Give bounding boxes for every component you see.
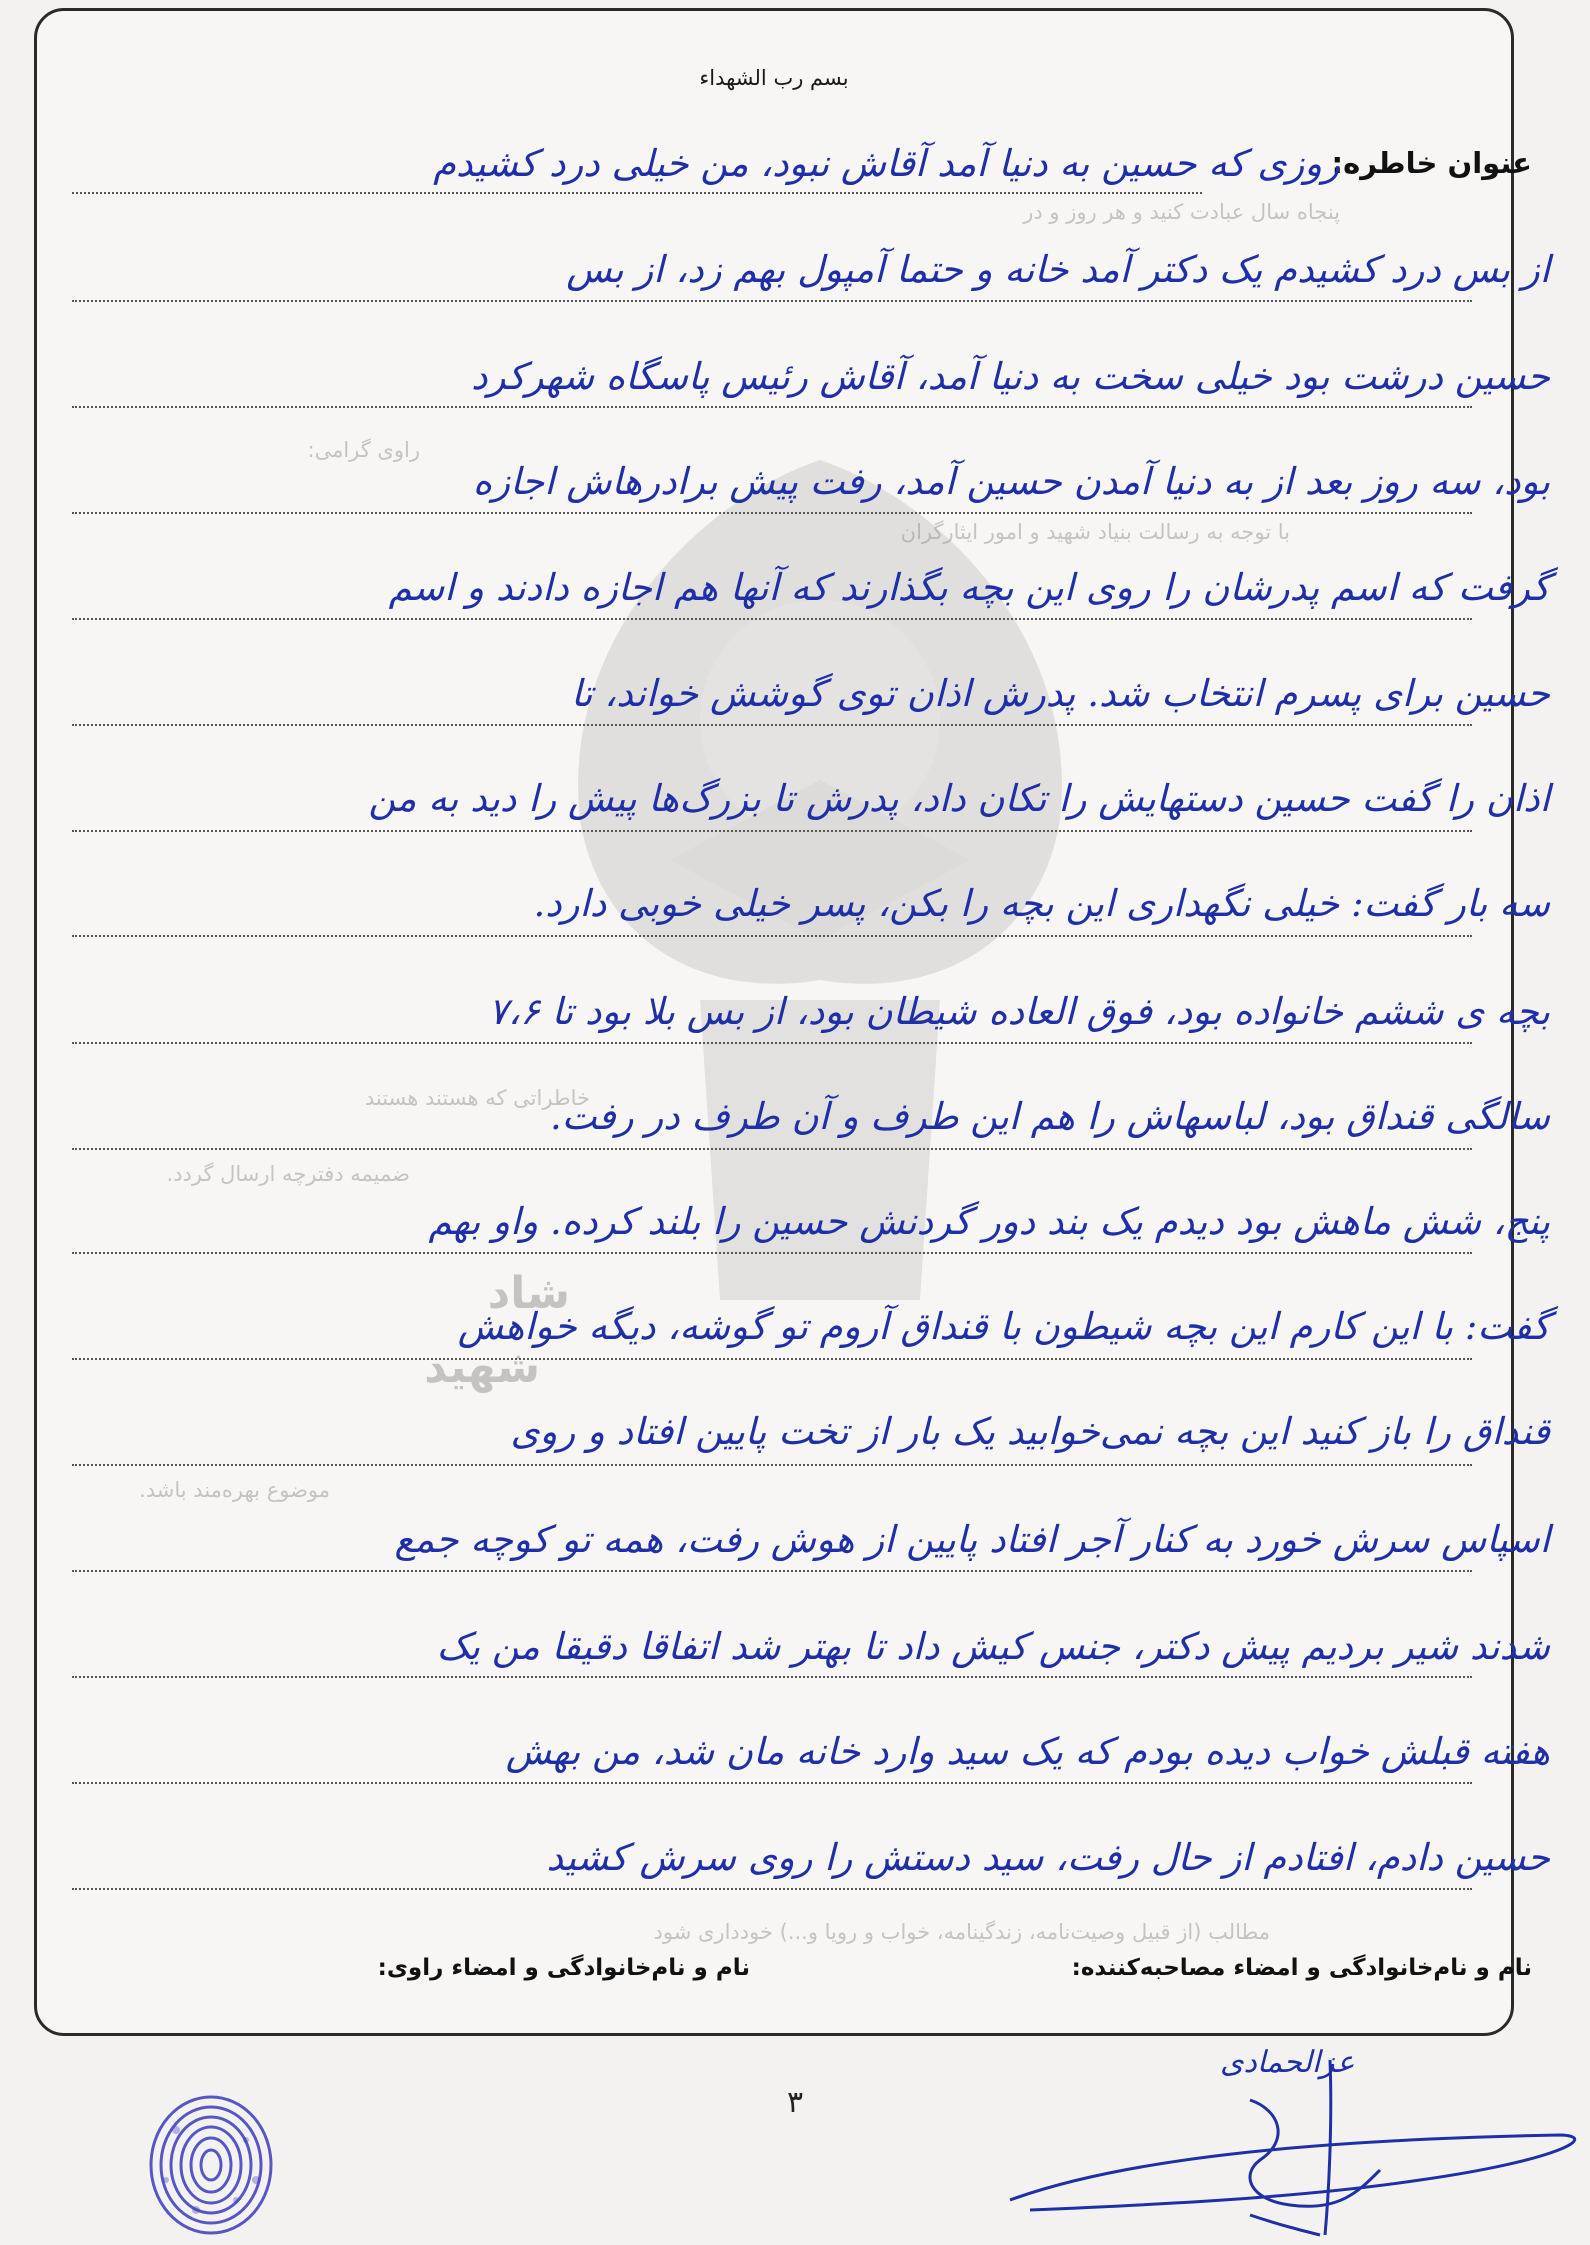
dotted-rule — [72, 1252, 1472, 1254]
handwritten-line: بچه ی ششم خانواده بود، فوق العاده شیطان بود، از بس بلا بود تا ۷،۶ — [488, 990, 1550, 1033]
faint-print-line: شاد — [487, 1268, 570, 1319]
fingerprint-icon — [136, 2090, 286, 2240]
faint-print-line: پنجاه سال عبادت کنید و هر روز و در — [1023, 200, 1340, 224]
dotted-rule — [72, 1888, 1472, 1890]
handwritten-line: روزی که حسین به دنیا آمد آقاش نبود، من خیلی درد کشیدم — [433, 142, 1340, 185]
dotted-rule — [72, 406, 1472, 408]
faint-print-line: مطالب (از قبیل وصیت‌نامه، زندگینامه، خواب و رویا و...) خودداری شود — [653, 1920, 1270, 1944]
dotted-rule — [72, 1358, 1472, 1360]
dotted-rule — [72, 1042, 1472, 1044]
dotted-rule — [72, 300, 1472, 302]
handwritten-line: بود، سه روز بعد از به دنیا آمدن حسین آمد، رفت پیش برادرهاش اجازه — [472, 460, 1550, 503]
page-number: ۳ — [786, 2085, 804, 2120]
memory-title-label: عنوان خاطره: — [1331, 146, 1532, 180]
faint-print-line: راوی گرامی: — [307, 438, 420, 462]
handwritten-line: گفت: با این کارم این بچه شیطون با قنداق آروم تو گوشه، دیگه خواهش — [457, 1305, 1550, 1348]
dotted-rule — [72, 618, 1472, 620]
dotted-rule — [72, 1676, 1472, 1678]
handwritten-line: شدند شیر بردیم پیش دکتر، جنس کیش داد تا بهتر شد اتفاقا دقیقا من یک — [436, 1625, 1550, 1668]
faint-print-line: با توجه به رسالت بنیاد شهید و امور ایثارگران — [900, 520, 1290, 544]
handwritten-line: گرفت که اسم پدرشان را روی این بچه بگذارند که آنها هم اجازه دادند و اسم — [388, 566, 1550, 609]
footer-narrator-label: نام و نام‌خانوادگی و امضاء راوی: — [377, 1955, 750, 1981]
handwritten-line: هفته قبلش خواب دیده بودم که یک سید وارد خانه مان شد، من بهش — [505, 1730, 1550, 1773]
dotted-rule — [72, 1464, 1472, 1466]
signature-name: عزالحمادی — [1220, 2045, 1355, 2080]
handwritten-line: از بس درد کشیدم یک دکتر آمد خانه و حتما آمپول بهم زد، از بس — [566, 248, 1550, 291]
dotted-rule — [72, 192, 1202, 194]
dotted-rule — [72, 724, 1472, 726]
handwritten-line: اسپاس سرش خورد به کنار آجر افتاد پایین از هوش رفت، همه تو کوچه جمع — [394, 1518, 1550, 1561]
dotted-rule — [72, 830, 1472, 832]
signature-icon — [1000, 2040, 1580, 2240]
dotted-rule — [72, 1570, 1472, 1572]
faint-print-line: شهید — [424, 1342, 540, 1393]
page-header-title: بسم رب الشهداء — [699, 66, 849, 90]
footer-interviewer-label: نام و نام‌خانوادگی و امضاء مصاحبه‌کننده: — [1071, 1955, 1532, 1981]
dotted-rule — [72, 1148, 1472, 1150]
handwritten-line: سالگی قنداق بود، لباسهاش را هم این طرف و آن طرف در رفت. — [549, 1095, 1550, 1138]
faint-print-line: ضمیمه دفترچه ارسال گردد. — [166, 1162, 410, 1186]
dotted-rule — [72, 512, 1472, 514]
handwritten-line: سه بار گفت: خیلی نگهداری این بچه را بکن، پسر خیلی خوبی دارد. — [533, 882, 1550, 925]
faint-print-line: موضوع بهره‌مند باشد. — [139, 1478, 330, 1502]
faint-print-line: خاطراتی که هستند هستند — [364, 1086, 590, 1110]
handwritten-line: قنداق را باز کنید این بچه نمی‌خوابید یک بار از تخت پایین افتاد و روی — [510, 1410, 1550, 1453]
handwritten-line: حسین درشت بود خیلی سخت به دنیا آمد، آقاش رئیس پاسگاه شهرکرد — [471, 355, 1550, 398]
dotted-rule — [72, 1782, 1472, 1784]
handwritten-line: حسین دادم، افتادم از حال رفت، سید دستش را روی سرش کشید — [546, 1836, 1550, 1879]
handwritten-line: پنج، شش ماهش بود دیدم یک بند دور گردنش حسین را بلند کرده. واو بهم — [428, 1200, 1550, 1243]
handwritten-line: حسین برای پسرم انتخاب شد. پدرش اذان توی گوشش خواند، تا — [570, 672, 1550, 715]
dotted-rule — [72, 935, 1472, 937]
handwritten-line: اذان را گفت حسین دستهایش را تکان داد، پدرش تا بزرگ‌ها پیش را دید به من — [368, 777, 1550, 820]
